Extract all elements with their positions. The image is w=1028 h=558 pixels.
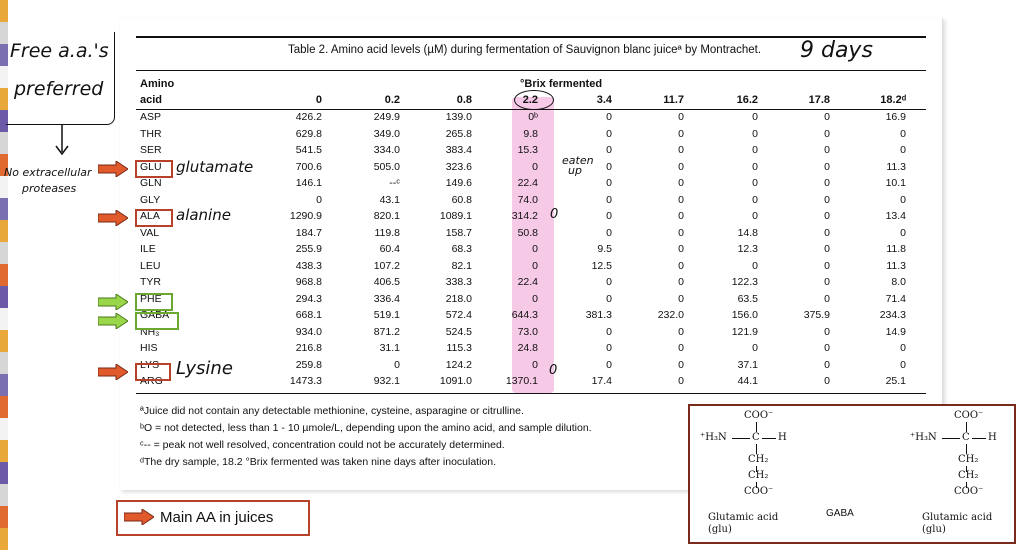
- right-structure: [900, 406, 1012, 540]
- table-cell: 218.0: [445, 292, 472, 305]
- table-cell: 115.3: [446, 342, 472, 354]
- table-cell: 0: [532, 243, 538, 255]
- bond-line: [756, 422, 757, 432]
- table-cell: 0: [824, 127, 830, 140]
- header-brix: °Brix fermented: [520, 78, 603, 90]
- table-cell: 0: [824, 342, 830, 354]
- table-cell: 12.3: [737, 243, 758, 255]
- note-circle-zero-ala: 0: [550, 207, 559, 222]
- note-no-extracellular: No extracellular: [4, 166, 92, 179]
- table-cell: 15.3: [517, 144, 538, 156]
- table-cell: 438.3: [295, 259, 322, 272]
- amino-acid-label: LEU: [140, 259, 161, 272]
- table-cell: 820.1: [373, 210, 400, 222]
- table-cell: 0: [606, 342, 612, 354]
- table-cell: 0: [824, 375, 830, 387]
- note-circle-zero-lys: 0: [549, 363, 558, 378]
- table-cell: 0: [532, 292, 538, 305]
- right-c: C: [962, 432, 970, 443]
- amino-acid-label: ALA: [140, 210, 160, 222]
- column-header: 11.7: [663, 94, 684, 106]
- legend-box: [116, 500, 310, 536]
- table-cell: 0: [606, 160, 612, 173]
- column-header: 3.4: [596, 94, 612, 106]
- table-cell: 44.1: [737, 375, 758, 387]
- table-cell: 24.8: [517, 342, 538, 354]
- table-cell: 0: [824, 325, 830, 338]
- left-c: C: [752, 432, 760, 443]
- table-cell: 1370.1: [505, 375, 538, 387]
- table-cell: 934.0: [295, 325, 322, 338]
- table-cell: --ᶜ: [389, 177, 400, 189]
- table-cell: 0: [752, 259, 758, 272]
- table-cell: 0: [824, 292, 830, 305]
- table-cell: 0: [678, 325, 684, 338]
- table-cell: 0: [900, 342, 906, 354]
- table-cell: 0: [900, 358, 906, 371]
- table-cell: 22.4: [517, 177, 538, 189]
- bond-line: [966, 422, 967, 432]
- structure-box: [688, 404, 1016, 544]
- right-ch2-2: CH₂: [958, 470, 979, 481]
- note-free-aa: Free a.a.'s: [10, 40, 109, 62]
- table-cell: 314.2: [511, 210, 538, 222]
- table-cell: 0: [678, 193, 684, 206]
- table-cell: 0: [678, 144, 684, 156]
- table-cell: 0: [824, 276, 830, 288]
- table-cell: 265.8: [445, 127, 472, 140]
- footnote-a: ªJuice did not contain any detectable methionine, cysteine, asparagine or citrulline.: [140, 405, 524, 417]
- left-h: H: [778, 432, 787, 443]
- table-cell: 0: [606, 226, 612, 239]
- annotation-bracket: [6, 32, 115, 125]
- table-cell: 0: [752, 342, 758, 354]
- amino-acid-label: PHE: [140, 292, 162, 305]
- table-cell: 11.3: [886, 259, 906, 272]
- table-cell: 0: [678, 111, 684, 123]
- table-cell: 0: [678, 210, 684, 222]
- table-cell: 0: [824, 177, 830, 189]
- table-cell: 0: [532, 160, 538, 173]
- bond-line: [972, 438, 986, 439]
- column-header: 2.2: [522, 94, 538, 106]
- table-cell: 294.3: [295, 292, 322, 305]
- title-rule: [136, 70, 926, 71]
- table-cell: 12.5: [591, 259, 612, 272]
- table-cell: 9.5: [597, 243, 612, 255]
- table-cell: 0: [606, 210, 612, 222]
- table-cell: 119.8: [374, 226, 400, 239]
- table-cell: 0: [606, 358, 612, 371]
- table-cell: 0: [678, 292, 684, 305]
- table-cell: 37.1: [737, 358, 758, 371]
- right-coo-top: COO⁻: [954, 410, 984, 421]
- table-cell: 0: [900, 226, 906, 239]
- table-cell: 0: [900, 127, 906, 140]
- table-cell: 932.1: [373, 375, 400, 387]
- table-cell: 349.0: [373, 127, 400, 140]
- table-cell: 43.1: [379, 193, 400, 206]
- amino-acid-label: GLN: [140, 177, 162, 189]
- left-label: Glutamic acid: [708, 512, 779, 523]
- bond-line: [966, 444, 967, 454]
- table-cell: 9.8: [523, 127, 538, 140]
- table-cell: 0: [752, 144, 758, 156]
- table-cell: 0: [678, 226, 684, 239]
- table-cell: 60.8: [451, 193, 472, 206]
- amino-acid-label: NH₃: [140, 325, 160, 338]
- amino-acid-label: GLU: [140, 160, 162, 173]
- bond-line: [942, 438, 960, 439]
- table-cell: 0: [678, 358, 684, 371]
- bond-line: [756, 444, 757, 454]
- column-header: 0: [315, 94, 322, 106]
- table-cell: 0: [532, 358, 538, 371]
- table-cell: 0: [752, 127, 758, 140]
- bond-line: [762, 438, 776, 439]
- table-cell: 519.1: [373, 309, 400, 321]
- table-cell: 50.8: [517, 226, 538, 239]
- table-cell: 73.0: [517, 325, 538, 338]
- arrow-glu-icon: [98, 161, 128, 177]
- table-cell: 572.4: [445, 309, 472, 321]
- note-preferred: preferred: [14, 78, 104, 100]
- amino-acid-label: GABA: [140, 309, 170, 321]
- arrow-gaba-icon: [98, 313, 128, 329]
- amino-acid-label: ARG: [140, 375, 163, 387]
- header-acid: acid: [140, 94, 163, 106]
- table-cell: 0: [900, 144, 906, 156]
- table-cell: 1290.9: [289, 210, 322, 222]
- table-cell: 232.0: [657, 309, 684, 321]
- table-cell: 139.0: [445, 111, 472, 123]
- note-glutamate: glutamate: [176, 158, 254, 176]
- arrow-lys-icon: [98, 364, 128, 380]
- table-title: Table 2. Amino acid levels (µM) during fermentation of Sauvignon blanc juiceª by Montrachet.: [288, 44, 762, 56]
- header-amino: Amino: [140, 78, 175, 90]
- table-cell: 0: [606, 127, 612, 140]
- table-cell: 22.4: [517, 276, 538, 288]
- bottom-rule: [136, 393, 926, 394]
- table-cell: 0: [678, 177, 684, 189]
- amino-acid-label: TYR: [140, 276, 161, 288]
- note-lysine: Lysine: [176, 358, 233, 379]
- table-cell: 1091.0: [439, 375, 472, 387]
- table-cell: 0: [394, 358, 400, 371]
- table-cell: 0: [824, 259, 830, 272]
- amino-acid-label: SER: [140, 144, 162, 156]
- table-cell: 0: [606, 292, 612, 305]
- left-sub: (glu): [708, 524, 732, 535]
- footnote-c: ᶜ-- = peak not well resolved, concentration could not be accurately determined.: [140, 439, 505, 451]
- table-cell: 0: [824, 193, 830, 206]
- amino-acid-label: LYS: [140, 358, 160, 371]
- table-cell: 0: [678, 276, 684, 288]
- box-ala: [135, 209, 173, 227]
- right-h3n: ⁺H₃N: [910, 432, 937, 443]
- bond-line: [732, 438, 750, 439]
- left-coo-bottom: COO⁻: [744, 486, 774, 497]
- table-cell: 156.0: [731, 309, 758, 321]
- column-header: 18.2ᵈ: [880, 94, 906, 106]
- table-cell: 381.3: [585, 309, 612, 321]
- table-cell: 1473.3: [289, 375, 322, 387]
- table-cell: 0: [678, 127, 684, 140]
- table-cell: 0: [532, 259, 538, 272]
- note-eaten: eaten: [562, 154, 594, 167]
- table-cell: 0ᵇ: [528, 111, 538, 123]
- table-cell: 68.3: [451, 243, 472, 255]
- header-rule: [136, 109, 926, 110]
- table-cell: 259.8: [295, 358, 322, 371]
- table-cell: 14.8: [737, 226, 758, 239]
- table-cell: 0: [752, 160, 758, 173]
- table-cell: 668.1: [295, 309, 322, 321]
- box-lys: [135, 363, 171, 381]
- table-cell: 383.4: [445, 144, 472, 156]
- table-cell: 0: [606, 325, 612, 338]
- table-cell: 0: [752, 111, 758, 123]
- circle-2-2: [514, 90, 554, 110]
- note-9-days: 9 days: [800, 38, 873, 63]
- table-cell: 0: [678, 375, 684, 387]
- left-structure: [690, 406, 810, 540]
- table-cell: 505.0: [373, 160, 400, 173]
- table-cell: 0: [678, 160, 684, 173]
- table-cell: 0: [752, 210, 758, 222]
- table-cell: 1089.1: [439, 210, 472, 222]
- amino-acid-label: HIS: [140, 342, 158, 354]
- column-header: 0.8: [456, 94, 472, 106]
- table-cell: 184.7: [295, 226, 322, 239]
- table-cell: 16.9: [885, 111, 906, 123]
- arrow-phe-icon: [98, 294, 128, 310]
- table-cell: 74.0: [517, 193, 538, 206]
- note-proteases: proteases: [22, 182, 77, 195]
- note-alanine: alanine: [176, 206, 231, 224]
- table-cell: 158.7: [445, 226, 472, 239]
- table-cell: 0: [316, 193, 322, 206]
- amino-acid-label: ASP: [140, 111, 162, 123]
- table-cell: 25.1: [885, 375, 906, 387]
- table-cell: 0: [824, 144, 830, 156]
- note-up: up: [568, 164, 582, 177]
- table-cell: 0: [752, 177, 758, 189]
- table-cell: 0: [752, 193, 758, 206]
- right-label: Glutamic acid: [922, 512, 993, 523]
- column-header: 0.2: [384, 94, 400, 106]
- left-coo-top: COO⁻: [744, 410, 774, 421]
- table-cell: 13.4: [885, 210, 906, 222]
- table-cell: 121.9: [731, 325, 758, 338]
- table-cell: 644.3: [511, 309, 538, 321]
- box-glu: [135, 160, 173, 178]
- table-cell: 406.5: [373, 276, 400, 288]
- table-cell: 149.6: [445, 177, 472, 189]
- legend-arrow-icon: [124, 509, 154, 525]
- table-cell: 11.8: [886, 243, 906, 255]
- table-cell: 8.0: [891, 276, 906, 288]
- table-cell: 426.2: [295, 111, 322, 123]
- table-cell: 234.3: [879, 309, 906, 321]
- table-cell: 122.3: [731, 276, 758, 288]
- table-cell: 323.6: [445, 160, 472, 173]
- table-cell: 60.4: [379, 243, 400, 255]
- table-cell: 63.5: [737, 292, 758, 305]
- table-cell: 375.9: [803, 309, 830, 321]
- table-cell: 0: [678, 243, 684, 255]
- box-phe: [135, 293, 173, 311]
- table-cell: 255.9: [295, 243, 322, 255]
- table-cell: 0: [900, 193, 906, 206]
- amino-acid-label: VAL: [140, 226, 160, 239]
- table-cell: 82.1: [451, 259, 472, 272]
- table-cell: 0: [824, 210, 830, 222]
- table-cell: 0: [824, 358, 830, 371]
- table-cell: 871.2: [373, 325, 400, 338]
- table-cell: 700.6: [295, 160, 322, 173]
- table-cell: 107.2: [373, 259, 400, 272]
- left-ch2-2: CH₂: [748, 470, 769, 481]
- table-cell: 124.2: [445, 358, 472, 371]
- table-cell: 0: [678, 259, 684, 272]
- table-cell: 338.3: [445, 276, 472, 288]
- table-cell: 0: [824, 111, 830, 123]
- footnote-d: ᵈThe dry sample, 18.2 °Brix fermented was taken nine days after inoculation.: [140, 456, 497, 468]
- table-cell: 0: [606, 111, 612, 123]
- table-cell: 11.3: [886, 160, 906, 173]
- down-arrow-icon: [54, 124, 70, 158]
- table-cell: 0: [606, 276, 612, 288]
- table-cell: 0: [606, 144, 612, 156]
- right-ch2-1: CH₂: [958, 454, 979, 465]
- gaba-label: GABA: [826, 508, 854, 519]
- table-cell: 216.8: [295, 342, 322, 354]
- table-cell: 0: [824, 160, 830, 173]
- table-cell: 0: [824, 226, 830, 239]
- right-h: H: [988, 432, 997, 443]
- table-cell: 17.4: [591, 375, 612, 387]
- column-header: 16.2: [736, 94, 758, 106]
- table-cell: 71.4: [885, 292, 906, 305]
- table-cell: 541.5: [295, 144, 322, 156]
- table-cell: 336.4: [373, 292, 400, 305]
- left-ch2-1: CH₂: [748, 454, 769, 465]
- table-cell: 524.5: [445, 325, 472, 338]
- table-cell: 146.1: [295, 177, 322, 189]
- arrow-ala-icon: [98, 210, 128, 226]
- table-cell: 0: [824, 243, 830, 255]
- left-h3n: ⁺H₃N: [700, 432, 727, 443]
- table-cell: 0: [678, 342, 684, 354]
- table-cell: 629.8: [295, 127, 322, 140]
- table-cell: 334.0: [373, 144, 400, 156]
- table-cell: 0: [606, 193, 612, 206]
- table-cell: 14.9: [885, 325, 906, 338]
- box-gaba: [135, 312, 179, 330]
- table-cell: 10.1: [885, 177, 906, 189]
- table-cell: 968.8: [295, 276, 322, 288]
- legend-text: Main AA in juices: [160, 509, 274, 526]
- column-header: 17.8: [808, 94, 830, 106]
- amino-acid-label: THR: [140, 127, 162, 140]
- table-cell: 249.9: [373, 111, 400, 123]
- amino-acid-label: GLY: [140, 193, 161, 206]
- table-cell: 0: [606, 177, 612, 189]
- amino-acid-label: ILE: [140, 243, 156, 255]
- table-cell: 31.1: [379, 342, 400, 354]
- footnote-b: ᵇO = not detected, less than 1 - 10 µmole/L, depending upon the amino acid, and sample dilution.: [140, 422, 592, 434]
- right-coo-bottom: COO⁻: [954, 486, 984, 497]
- right-sub: (glu): [922, 524, 946, 535]
